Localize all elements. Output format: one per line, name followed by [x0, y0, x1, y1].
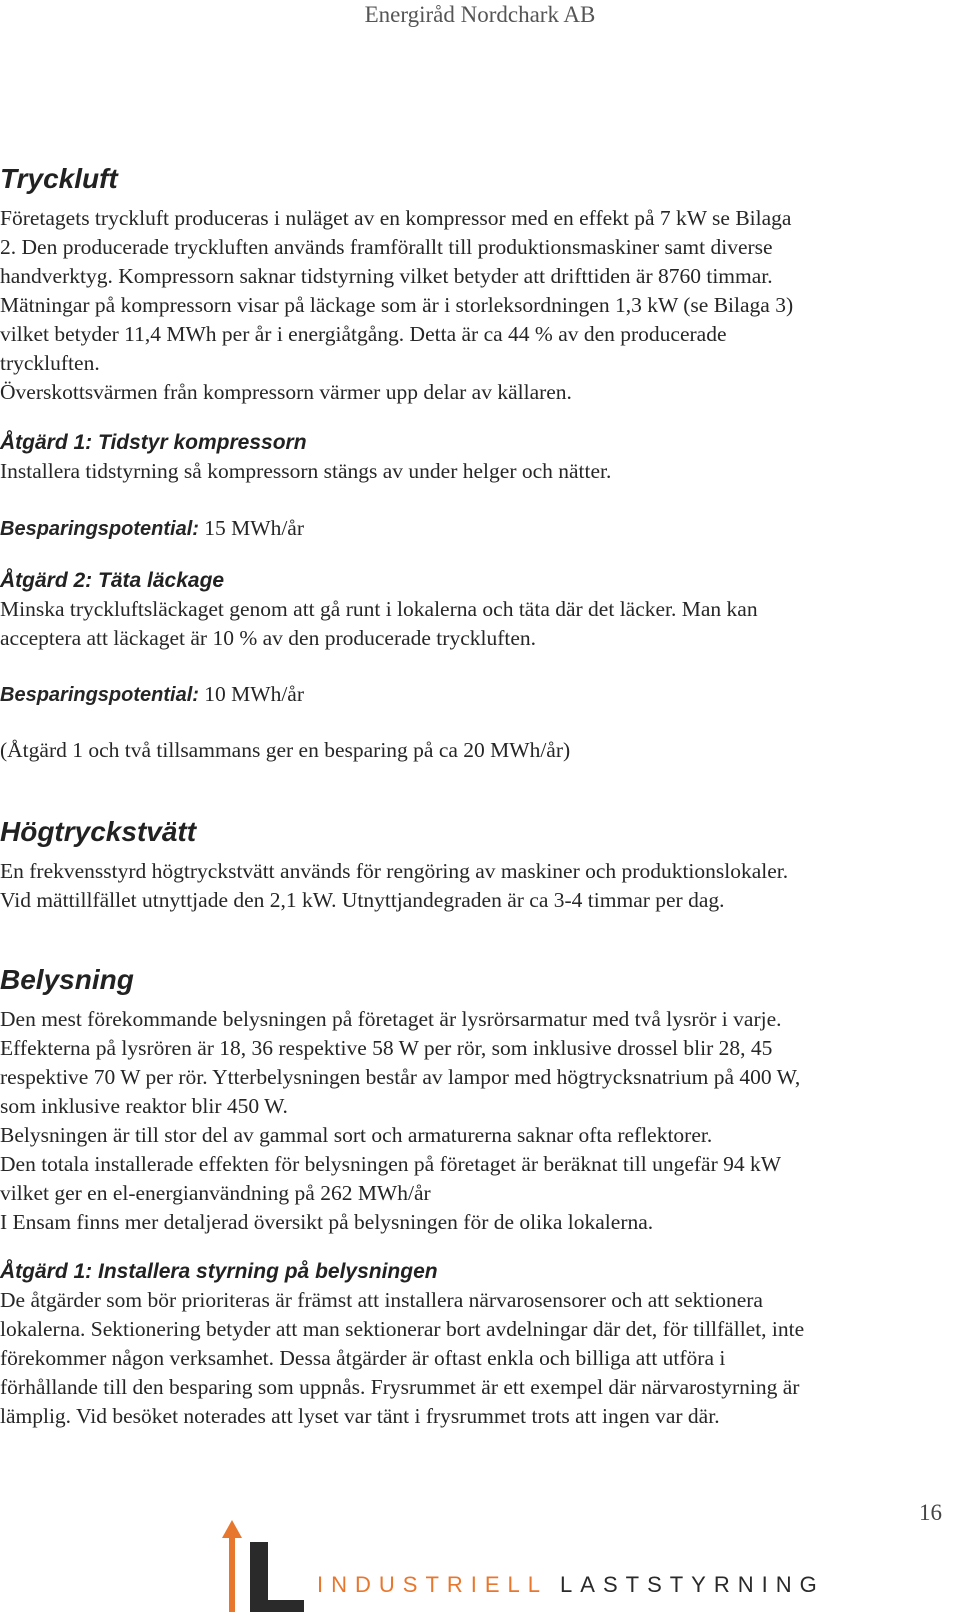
logo-word-industriell: INDUSTRIELL [317, 1572, 549, 1597]
text-line: lämplig. Vid besöket noterades att lyset var tänt i frysrummet trots att ingen var där. [0, 1404, 720, 1428]
savings-label: Besparingspotential: [0, 684, 199, 706]
text-line: En frekvensstyrd högtryckstvätt används för rengöring av maskiner och produktionslokaler. [0, 859, 789, 883]
logo-arrow-icon [222, 1520, 312, 1620]
text-line: som inklusive reaktor blir 450 W. [0, 1094, 288, 1118]
text-line: 2. Den producerade tryckluften används framförallt till produktionsmaskiner samt diverse [0, 235, 773, 259]
action-text-tata-lackage [0, 595, 940, 653]
text-line: respektive 70 W per rör. Ytterbelysningen består av lampor med högtrycksnatrium på 400 W, [0, 1065, 801, 1089]
belysning-paragraph [0, 1005, 940, 1237]
section-heading-belysning: Belysning [0, 964, 134, 995]
text-line: acceptera att läckaget är 10 % av den producerade tryckluften. [0, 626, 537, 650]
section-heading-tryckluft: Tryckluft [0, 163, 118, 194]
text-line: Belysningen är till stor del av gammal sort och armaturerna saknar ofta reflektorer. [0, 1123, 713, 1147]
text-line: handverktyg. Kompressorn saknar tidstyrning vilket betyder att drifttiden är 8760 timmar. [0, 264, 773, 288]
text-line: Effekterna på lysrören är 18, 36 respektive 58 W per rör, som inklusive drossel blir 28, 45 [0, 1036, 773, 1060]
action-heading-tidstyr: Åtgärd 1: Tidstyr kompressorn [0, 431, 307, 454]
text-line: förekommer någon verksamhet. Dessa åtgärder är oftast enkla och billiga att utföra i [0, 1346, 726, 1370]
text-line: De åtgärder som bör prioriteras är främst att installera närvarosensorer och att sektionera [0, 1288, 763, 1312]
text-line: Mätningar på kompressorn visar på läckage som är i storleksordningen 1,3 kW (se Bilaga 3) [0, 293, 794, 317]
tryckluft-paragraph [0, 204, 940, 407]
page-number: 16 [919, 1500, 942, 1525]
savings-summary: (Åtgärd 1 och två tillsammans ger en besparing på ca 20 MWh/år) [0, 738, 571, 762]
text-line: lokalerna. Sektionering betyder att man sektionerar bort avdelningar där det, för tillfället, inte [0, 1317, 805, 1341]
text-line: I Ensam finns mer detaljerad översikt på belysningen för de olika lokalerna. [0, 1210, 654, 1234]
footer-logo [222, 1520, 825, 1620]
text-line: Vid mättillfället utnyttjade den 2,1 kW. Utnyttjandegraden är ca 3-4 timmar per dag. [0, 888, 725, 912]
text-line: Minska tryckluftsläckaget genom att gå runt i lokalerna och täta där det läcker. Man kan [0, 597, 758, 621]
savings-line-1 [0, 514, 940, 544]
savings-line-2 [0, 680, 940, 710]
logo-word-laststyrning: LASTSTYRNING [560, 1572, 825, 1597]
action-heading-styrning-belysning: Åtgärd 1: Installera styrning på belysningen [0, 1260, 438, 1283]
text-line: tryckluften. [0, 351, 100, 375]
text-line: Den mest förekommande belysningen på företaget är lysrörsarmatur med två lysrör i varje. [0, 1007, 782, 1031]
logo-wordmark [317, 1572, 825, 1598]
text-line: Den totala installerade effekten för belysningen på företaget är beräknat till ungefär 94 kW [0, 1152, 782, 1176]
text-line: Överskottsvärmen från kompressorn värmer upp delar av källaren. [0, 380, 572, 404]
savings-value: 15 MWh/år [198, 516, 305, 540]
text-line: vilket ger en el-energianvändning på 262 MWh/år [0, 1181, 431, 1205]
action-text-tidstyr: Installera tidstyrning så kompressorn stängs av under helger och nätter. [0, 459, 612, 483]
action-text-styrning-belysning [0, 1286, 940, 1431]
section-heading-hogtryckstvatt: Högtryckstvätt [0, 816, 197, 847]
text-line: förhållande till den besparing som uppnås. Frysrummet är ett exempel där närvarostyrning är [0, 1375, 800, 1399]
company-header: Energiråd Nordchark AB [364, 2, 596, 27]
action-heading-tata-lackage: Åtgärd 2: Täta läckage [0, 569, 225, 592]
text-line: Företagets tryckluft produceras i nuläget av en kompressor med en effekt på 7 kW se Bilaga [0, 206, 792, 230]
savings-value: 10 MWh/år [198, 682, 305, 706]
savings-label: Besparingspotential: [0, 518, 199, 540]
text-line: vilket betyder 11,4 MWh per år i energiåtgång. Detta är ca 44 % av den producerade [0, 322, 727, 346]
hogtryckstvatt-paragraph [0, 857, 940, 915]
